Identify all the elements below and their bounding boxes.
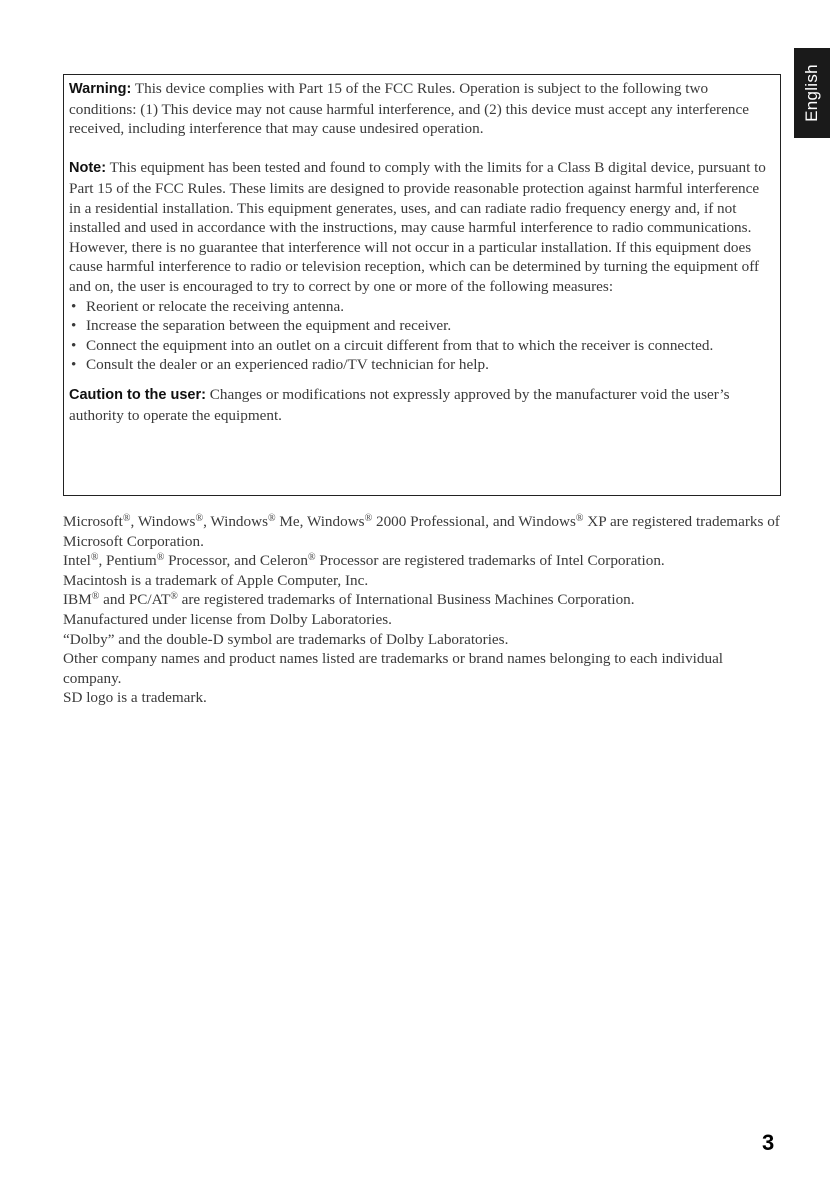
dolby-trademark: “Dolby” and the double-D symbol are trademarks of Dolby Laboratories. <box>63 630 509 648</box>
intel-trademark: Intel®, Pentium® Processor, and Celeron® Processor are registered trademarks of Intel Corporation. <box>63 552 665 570</box>
language-tab <box>794 48 830 138</box>
sd-trademark: SD logo is a trademark. <box>63 689 207 707</box>
list-item: • Reorient or relocate the receiving antenna. <box>71 297 345 315</box>
bullet-icon: • <box>71 317 77 335</box>
trademarks-section <box>63 512 783 708</box>
caution-text: Changes or modifications not expressly approved by the manufacturer void the user’s authority to operate the equipment. <box>69 385 730 424</box>
language-tab-label: English <box>802 64 822 122</box>
apple-trademark: Macintosh is a trademark of Apple Computer, Inc. <box>63 571 369 589</box>
fcc-notice-box <box>63 74 781 496</box>
dolby-license: Manufactured under license from Dolby Laboratories. <box>63 610 392 628</box>
note-paragraph <box>69 158 774 296</box>
note-label: Note: <box>69 160 107 177</box>
note-text: This equipment has been tested and found to comply with the limits for a Class B digital device, pursuant to Part 15 of the FCC Rules. These limits are designed to provide reasonable protection against harmful interference in a residential installation. This equipment generates, uses, and can radiate radio frequency energy and, if not installed and used in accordance with the instructions, may cause harmful interference to radio communications. However, there is no guarantee that interference will not occur in a particular installation. If this equipment does cause harmful interference to radio or television reception, which can be determined by turning the equipment off and on, the user is encouraged to try to correct by one or more of the following measures: <box>69 159 766 295</box>
list-item: • Consult the dealer or an experienced radio/TV technician for help. <box>71 356 489 374</box>
list-item: • Increase the separation between the equipment and receiver. <box>71 317 452 335</box>
bullet-icon: • <box>71 356 77 374</box>
list-item: • Connect the equipment into an outlet on a circuit different from that to which the receiver is connected. <box>71 336 714 354</box>
caution-label: Caution to the user: <box>69 386 206 403</box>
caution-paragraph <box>69 385 774 425</box>
microsoft-trademark: Microsoft®, Windows®, Windows® Me, Windows® 2000 Professional, and Windows® XP are registered trademarks of Microsoft Corporation. <box>63 513 780 550</box>
warning-label: Warning: <box>69 81 132 97</box>
page-number: 3 <box>762 1130 775 1155</box>
warning-paragraph <box>69 79 774 139</box>
other-trademarks: Other company names and product names listed are trademarks or brand names belonging to each individual company. <box>63 650 724 687</box>
interference-measures-list <box>69 297 774 375</box>
bullet-icon: • <box>71 336 77 354</box>
ibm-trademark: IBM® and PC/AT® are registered trademarks of International Business Machines Corporation. <box>63 591 635 609</box>
warning-text: This device complies with Part 15 of the FCC Rules. Operation is subject to the following two conditions: (1) This device may not cause harmful interference, and (2) this device must accept any interference received, including interference that may cause undesired operation. <box>69 80 749 138</box>
bullet-icon: • <box>71 297 77 315</box>
